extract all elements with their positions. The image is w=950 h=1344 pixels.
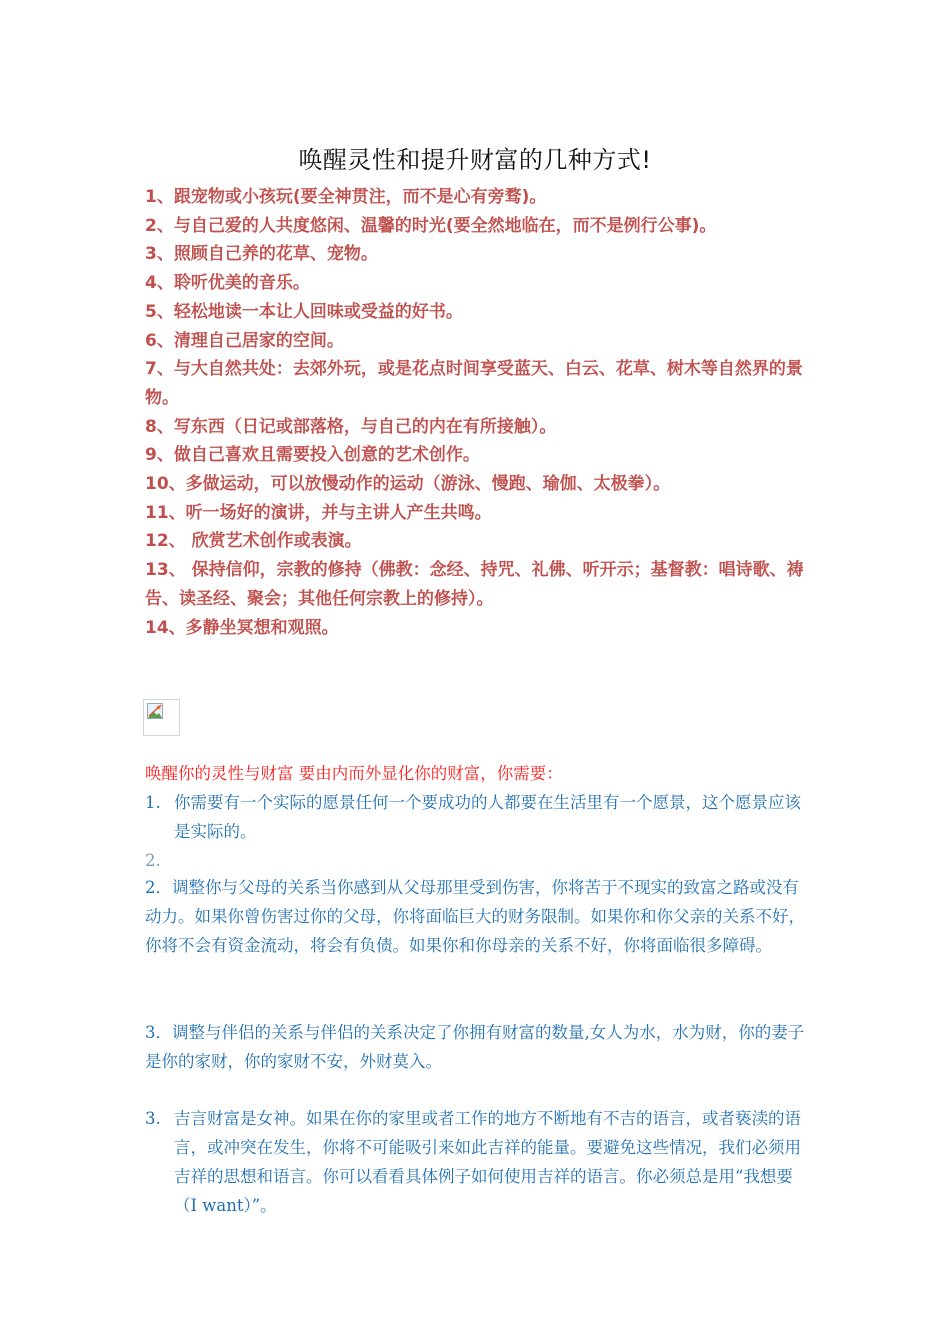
list-item: 3、照顾自己养的花草、宠物。: [145, 244, 378, 265]
item-number: 3.: [145, 1109, 161, 1128]
list-item: 12、 欣赏艺术创作或表演。: [145, 531, 362, 552]
section2-item1: [145, 788, 810, 846]
section2-para3: [145, 1018, 810, 1076]
section2-heading-block: [145, 759, 810, 788]
list-item: 11、听一场好的演讲，并与主讲人产生共鸣。: [145, 502, 492, 523]
list-item: 1、跟宠物或小孩玩(要全神贯注，而不是心有旁骛)。: [145, 187, 547, 207]
item-number: 1.: [145, 793, 161, 812]
section2-item3: [145, 1104, 810, 1220]
document-title: 唤醒灵性和提升财富的几种方式!: [298, 146, 652, 174]
list-item: 13、 保持信仰，宗教的修持（佛教：念经、持咒、礼佛、听开示；基督教：唱诗歌、祷告、读圣经、聚会；其他任何宗教上的修持）。: [145, 560, 804, 609]
list-item: 2、与自己爱的人共度悠闲、温馨的时光(要全然地临在，而不是例行公事)。: [145, 215, 717, 236]
paragraph: 2．调整你与父母的关系当你感到从父母那里受到伤害，你将苦于不现实的致富之路或没有动力。如果你曾伤害过你的父母，你将面临巨大的财务限制。如果你和你父亲的关系不好，你将不会有资金流动，将会有负债。如果你和你母亲的关系不好，你将面临很多障碍。: [145, 878, 805, 955]
paragraph: 3．调整与伴侣的关系与伴侣的关系决定了你拥有财富的数量,女人为水，水为财，你的妻子是你的家财，你的家财不安，外财莫入。: [145, 1023, 805, 1071]
list-item: 4、聆听优美的音乐。: [145, 273, 310, 294]
section2-heading: 唤醒你的灵性与财富 要由内而外显化你的财富，你需要：: [145, 764, 563, 783]
list-item: 14、多静坐冥想和观照。: [145, 617, 339, 638]
list-item: 5、轻松地读一本让人回味或受益的好书。: [145, 301, 463, 322]
list-item: 9、做自己喜欢且需要投入创意的艺术创作。: [145, 445, 480, 466]
item-text: 吉言财富是女神。如果在你的家里或者工作的地方不断地有不吉的语言，或者亵渎的语言，或冲突在发生，你将不可能吸引来如此吉祥的能量。要避免这些情况，我们必须用吉祥的思想和语言。你可以看看具体例子如何使用吉祥的语言。你必须总是用“我想要（I want）”。: [174, 1109, 801, 1215]
section2-item2-empty: [145, 846, 810, 875]
list-item: 8、写东西（日记或部落格，与自己的内在有所接触）。: [145, 416, 557, 437]
tips-list: [145, 183, 815, 642]
list-item: 7、与大自然共处：去郊外玩，或是花点时间享受蓝天、白云、花草、树木等自然界的景物。: [145, 359, 803, 408]
list-item: 6、清理自己居家的空间。: [145, 330, 344, 351]
item-text: 你需要有一个实际的愿景任何一个要成功的人都要在生活里有一个愿景，这个愿景应该是实际的。: [174, 793, 801, 841]
broken-image-icon: [147, 703, 163, 719]
section2-para2: [145, 873, 810, 960]
image-placeholder: [143, 699, 180, 736]
list-item: 10、多做运动，可以放慢动作的运动（游泳、慢跑、瑜伽、太极拳）。: [145, 474, 671, 495]
item-number: 2.: [145, 851, 161, 870]
